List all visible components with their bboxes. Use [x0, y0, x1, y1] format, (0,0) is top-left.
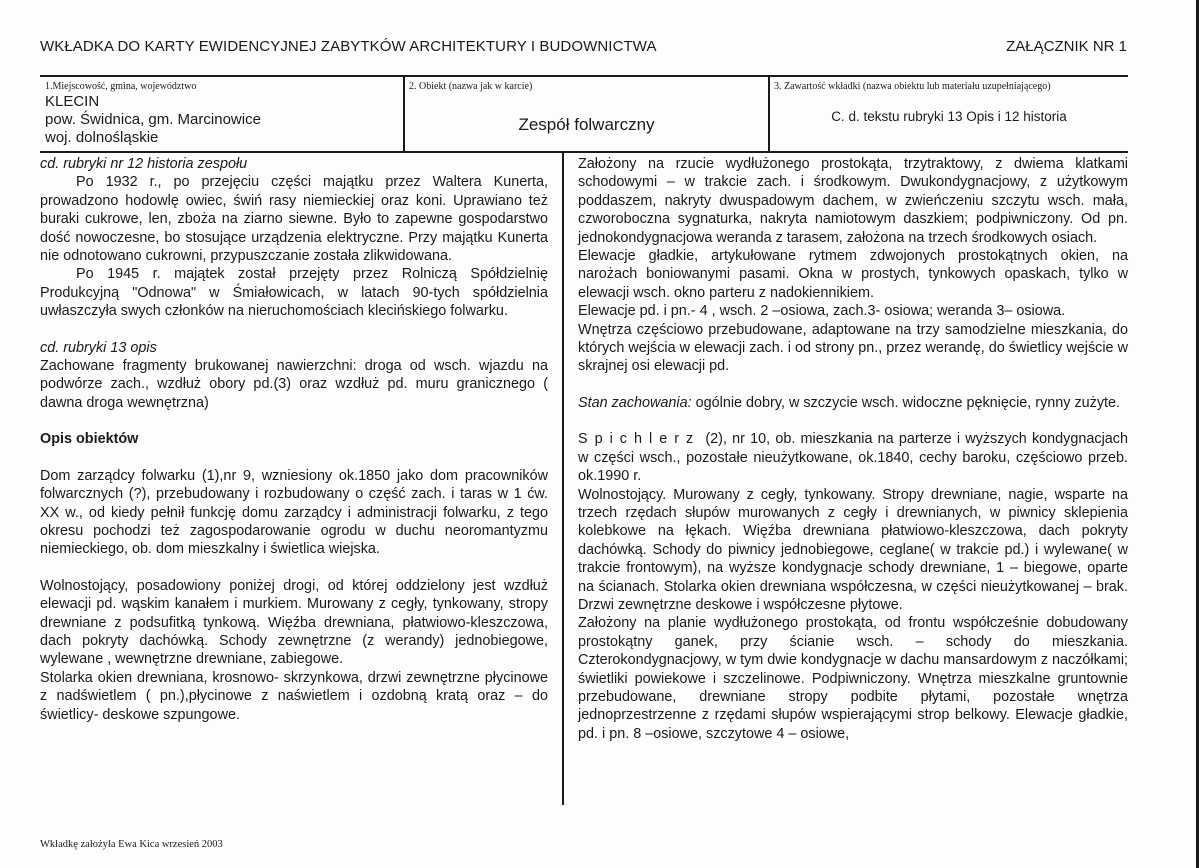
description-paragraph: Wnętrza częściowo przebudowane, adaptowane na trzy samodzielne mieszkania, do których wejścia w elewacji zach. i od strony pn., przez werandę, do świetlicy wejście w skrajnej osi elewacji pd. [578, 321, 1128, 375]
description-paragraph: Elewacje gładkie, artykułowane rytmem zdwojonych prostokątnych okien, na narożach boniowanymi pasami. Okna w prostych, tynkowych opaskach, tylko w elewacji wsch. okno parteru z nadokiennikiem. [578, 248, 1128, 301]
footer-author-note: Wkładkę założyła Ewa Kica wrzesień 2003 [40, 839, 223, 850]
contents-label: 3. Zawartość wkładki (nazwa obiektu lub materiału uzupełniającego) [774, 81, 1051, 92]
contents-value: C. d. tekstu rubryki 13 Opis i 12 historia [831, 109, 1067, 124]
object-value: Zespół folwarczny [518, 115, 655, 134]
object-label: 2. Obiekt (nazwa jak w karcie) [409, 81, 533, 92]
description-paragraph: Elewacje pd. i pn.- 4 , wsch. 2 –osiowa, zach.3- osiowa; weranda 3– osiowa. [578, 303, 1066, 320]
opis-heading: cd. rubryki 13 opis [40, 339, 157, 356]
location-value [45, 93, 261, 147]
left-column [40, 155, 548, 724]
dom-paragraph: Dom zarządcy folwarku (1),nr 9, wzniesiony ok.1850 jako dom pracowników folwarcznych (?), przebudowany i rozbudowany o część zach. i taras w 1 ćw. XX w., od kiedy pełnił funkcję domu zarządcy i administracji folwarku, z tego okresu pochodzi też zagospodarowanie ogrodu w duchu neoromantyzmu niemieckiego, ob. dom mieszkalny i świetlica wiejska. [40, 467, 548, 558]
condition-text: ogólnie dobry, w szczycie wsch. widoczne pęknięcie, rynny zużyte. [691, 394, 1121, 411]
granary-intro [578, 430, 1128, 485]
history-paragraph: Po 1945 r. majątek został przejęty przez Rolniczą Spółdzielnię Produkcyjną "Odnowa" w Śmiałowicach, w latach 90-tych spółdzielnia uwłaszczyła swych członków na nieruchomościach klecińskiego folwarku. [40, 266, 548, 320]
field-divider-1 [403, 75, 405, 153]
granary-name: Spichlerz [578, 431, 701, 448]
attachment-number: ZAŁĄCZNIK NR 1 [1006, 38, 1127, 55]
objects-heading: Opis obiektów [40, 431, 139, 448]
document-title: WKŁADKA DO KARTY EWIDENCYJNEJ ZABYTKÓW ARCHITEKTURY I BUDOWNICTWA [40, 38, 657, 55]
right-column [578, 155, 1128, 743]
dom-paragraph: Stolarka okien drewniana, krosnowo- skrzynkowa, drzwi zewnętrzne płycinowe z nadświetlem ( pn.),płycinowe z naświetlem i ozdobną kratą oraz – do świetlicy- deskowe szpungowe. [40, 669, 548, 723]
opis-paragraph: Zachowane fragmenty brukowanej nawierzchni: droga od wsch. wjazdu na podwórze zach., wzdłuż obory pd.(3) oraz wzdłuż pd. muru granicznego ( dawna droga wewnętrzna) [40, 358, 548, 411]
column-divider [562, 151, 564, 805]
granary-intro-text: (2), nr 10, ob. mieszkania na parterze i wyższych kondygnacjach w części wsch., pozostałe nieużytkowane, ok.1840, cechy baroku, częściowo przeb. ok.1990 r. [578, 431, 1128, 485]
location-line: KLECIN [45, 93, 100, 110]
dom-paragraph: Wolnostojący, posadowiony poniżej drogi, od której oddzielony jest wzdłuż elewacji pd. wąskim kanałem i murkiem. Murowany z cegły, tynkowany, stropy drewniane z podsufitką tynkową. Więźba drewniana, płatwiowo-kleszczowa, dach pokryty dachówką. Schody zewnętrzne (z werandy) jednobiegowe, wylewane , wewnętrzne drewniane, zabiegowe. [40, 577, 548, 668]
table-header-bottom-line [40, 151, 1128, 153]
description-paragraph: Założony na rzucie wydłużonego prostokąta, trzytraktowy, z dwiema klatkami schodowymi – w trakcie zach. i środkowym. Dwukondygnacjowy, z użytkowym poddaszem, nakryty dwuspadowym dachem, w zwieńczeniu szczytu wsch. mała, czworoboczna sygnaturka, nakryta namiotowym daszkiem; podpiwniczony. Od pn. jednokondygnacjowa weranda z tarasem, założona na trzech środkowych osiach. [578, 156, 1128, 246]
condition-paragraph [578, 394, 1128, 412]
table-top-line [40, 75, 1128, 77]
granary-paragraph: Wolnostojący. Murowany z cegły, tynkowany. Stropy drewniane, nagie, wsparte na trzech rzędach słupów murowanych z cegły i drewnianych, w piwnicy sklepienia kolebkowe na łękach. Więźba drewniana płatwiowo-kleszczowa, dach pokryty dachówką. Schody do piwnicy jednobiegowe, ceglane( w trakcie pd.) i wylewane( w trakcie frontowym), na wyższe kondygnacje schody drewniane, 1 – biegowe, oparte na ścianach. Stolarka okien drewniana współczesna, w części nieużytkowanej – brak. Drzwi zewnętrzne deskowe i współczesne płytowe. [578, 486, 1128, 613]
location-line: pow. Świdnica, gm. Marcinowice [45, 111, 261, 128]
history-heading: cd. rubryki nr 12 historia zespołu [40, 156, 248, 172]
location-line: woj. dolnośląskie [45, 129, 159, 146]
granary-paragraph: Założony na planie wydłużonego prostokąta, od frontu współcześnie dobudowany prostokątny ganek, przy ścianie wsch. – schody do mieszkania. Czterokondygnacjowy, w tym dwie kondygnacje w dachu mansardowym z naczółkami; świetliki powiekowe i szczelinowe. Podpiwniczony. Wnętrza mieszkalne gruntownie przebudowane, drewniane stropy podbite płytami, pozostałe wnętrza jednoprzestrzenne z rzędami słupów wspierającymi strop belkowy. Elewacje gładkie, pd. i pn. 8 –osiowe, szczytowe 4 – osiowe, [578, 615, 1129, 742]
history-paragraph: Po 1932 r., po przejęciu części majątku przez Waltera Kunerta, prowadzono hodowlę owiec, świń rasy niemieckiej oraz koni. Uprawiano też buraki cukrowe, len, zboża na ziarno siewne. Było to zapewne gospodarstwo dość nowoczesne, bo stosujące urządzenia elektryczne. Przy majątku Kunerta nie odnotowano cukrowni, przypuszczanie została zlikwidowana. [40, 174, 548, 265]
location-label: 1.Miejscowość, gmina, województwo [45, 81, 197, 92]
condition-label: Stan zachowania: [578, 394, 692, 411]
